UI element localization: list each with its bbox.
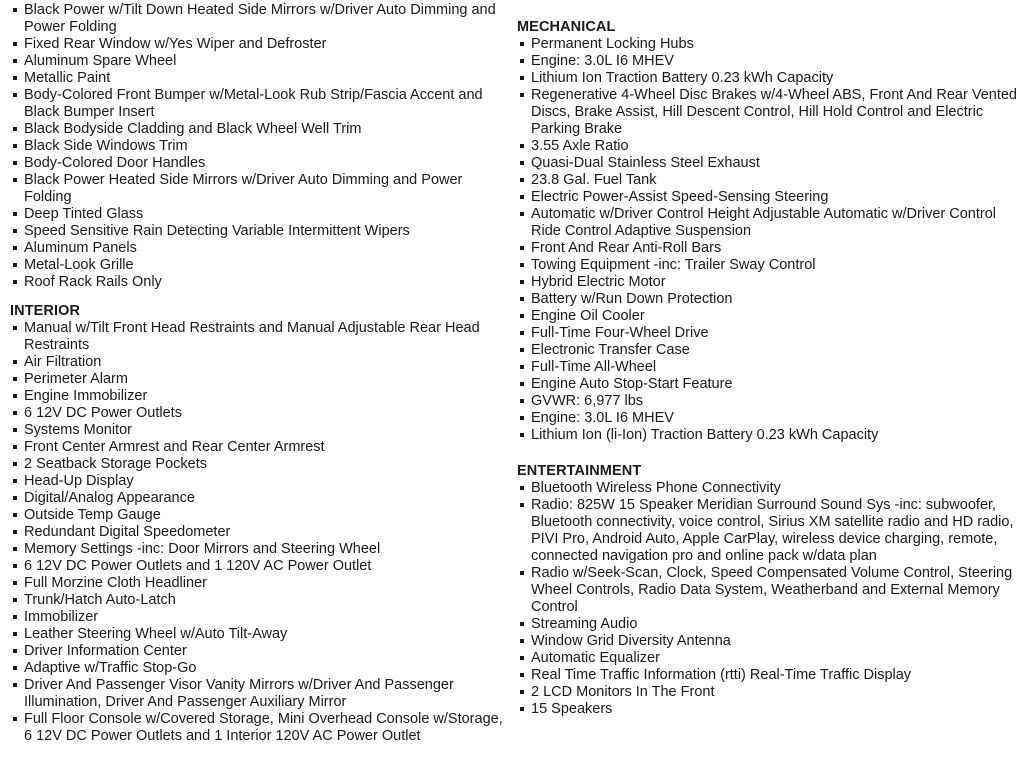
feature-item: Bluetooth Wireless Phone Connectivity (517, 480, 1017, 497)
left-column (10, 0, 505, 745)
feature-item: Permanent Locking Hubs (517, 36, 1017, 53)
feature-section (10, 0, 505, 291)
feature-item: Aluminum Spare Wheel (10, 53, 505, 70)
feature-item: Engine Immobilizer (10, 388, 505, 405)
feature-item: Radio: 825W 15 Speaker Meridian Surround Sound Sys -inc: subwoofer, Bluetooth connectivity, voice control, Sirius XM satellite radio and HD radio, PIVI Pro, Android Auto, Apple CarPlay, wireless device charging, remote, connected navigation pro and online pack w/data plan (517, 497, 1017, 565)
feature-item: Black Side Windows Trim (10, 138, 505, 155)
feature-item: Redundant Digital Speedometer (10, 524, 505, 541)
section-heading: INTERIOR (10, 303, 81, 319)
feature-item: Black Power Heated Side Mirrors w/Driver Auto Dimming and Power Folding (10, 172, 505, 206)
feature-item: Outside Temp Gauge (10, 507, 505, 524)
feature-item: Roof Rack Rails Only (10, 274, 505, 291)
feature-item: 3.55 Axle Ratio (517, 138, 1017, 155)
feature-list (517, 36, 1017, 444)
feature-item: Engine Oil Cooler (517, 308, 1017, 325)
section-heading: MECHANICAL (517, 19, 616, 35)
section-heading: ENTERTAINMENT (517, 463, 642, 479)
feature-item: Electronic Transfer Case (517, 342, 1017, 359)
feature-item: 6 12V DC Power Outlets and 1 120V AC Power Outlet (10, 558, 505, 575)
right-column (517, 19, 1017, 718)
feature-item: Leather Steering Wheel w/Auto Tilt-Away (10, 626, 505, 643)
feature-item: Perimeter Alarm (10, 371, 505, 388)
feature-item: Real Time Traffic Information (rtti) Real-Time Traffic Display (517, 667, 1017, 684)
feature-item: Lithium Ion (li-Ion) Traction Battery 0.23 kWh Capacity (517, 427, 1017, 444)
feature-item: 2 Seatback Storage Pockets (10, 456, 505, 473)
feature-item: Metallic Paint (10, 70, 505, 87)
feature-item: Speed Sensitive Rain Detecting Variable Intermittent Wipers (10, 223, 505, 240)
feature-list (517, 480, 1017, 718)
feature-item: Full Morzine Cloth Headliner (10, 575, 505, 592)
feature-item: Body-Colored Front Bumper w/Metal-Look Rub Strip/Fascia Accent and Black Bumper Insert (10, 87, 505, 121)
feature-item: Full Floor Console w/Covered Storage, Mini Overhead Console w/Storage, 6 12V DC Power Outlets and 1 Interior 120V AC Power Outlet (10, 711, 505, 745)
feature-item: Full-Time Four-Wheel Drive (517, 325, 1017, 342)
feature-item: Body-Colored Door Handles (10, 155, 505, 172)
feature-item: Front Center Armrest and Rear Center Armrest (10, 439, 505, 456)
feature-item: Black Bodyside Cladding and Black Wheel Well Trim (10, 121, 505, 138)
feature-item: Battery w/Run Down Protection (517, 291, 1017, 308)
feature-item: Deep Tinted Glass (10, 206, 505, 223)
feature-item: Engine Auto Stop-Start Feature (517, 376, 1017, 393)
feature-item: Driver And Passenger Visor Vanity Mirrors w/Driver And Passenger Illumination, Driver And Passenger Auxiliary Mirror (10, 677, 505, 711)
feature-item: Head-Up Display (10, 473, 505, 490)
feature-item: Metal-Look Grille (10, 257, 505, 274)
feature-item: Engine: 3.0L I6 MHEV (517, 53, 1017, 70)
feature-item: Manual w/Tilt Front Head Restraints and Manual Adjustable Rear Head Restraints (10, 320, 505, 354)
feature-item: Full-Time All-Wheel (517, 359, 1017, 376)
feature-item: Window Grid Diversity Antenna (517, 633, 1017, 650)
feature-item: Automatic Equalizer (517, 650, 1017, 667)
feature-item: 23.8 Gal. Fuel Tank (517, 172, 1017, 189)
feature-item: Automatic w/Driver Control Height Adjustable Automatic w/Driver Control Ride Control Adaptive Suspension (517, 206, 1017, 240)
feature-section (517, 463, 1017, 718)
feature-item: 2 LCD Monitors In The Front (517, 684, 1017, 701)
feature-item: Quasi-Dual Stainless Steel Exhaust (517, 155, 1017, 172)
feature-item: Aluminum Panels (10, 240, 505, 257)
feature-item: Towing Equipment -inc: Trailer Sway Control (517, 257, 1017, 274)
feature-item: Fixed Rear Window w/Yes Wiper and Defroster (10, 36, 505, 53)
feature-item: GVWR: 6,977 lbs (517, 393, 1017, 410)
feature-item: Electric Power-Assist Speed-Sensing Steering (517, 189, 1017, 206)
feature-item: Hybrid Electric Motor (517, 274, 1017, 291)
feature-item: Digital/Analog Appearance (10, 490, 505, 507)
feature-item: 6 12V DC Power Outlets (10, 405, 505, 422)
feature-list (10, 320, 505, 745)
feature-item: 15 Speakers (517, 701, 1017, 718)
feature-section (517, 19, 1017, 444)
feature-item: Adaptive w/Traffic Stop-Go (10, 660, 505, 677)
feature-item: Lithium Ion Traction Battery 0.23 kWh Capacity (517, 70, 1017, 87)
feature-item: Regenerative 4-Wheel Disc Brakes w/4-Wheel ABS, Front And Rear Vented Discs, Brake Assist, Hill Descent Control, Hill Hold Control and Electric Parking Brake (517, 87, 1017, 138)
feature-item: Trunk/Hatch Auto-Latch (10, 592, 505, 609)
feature-item: Front And Rear Anti-Roll Bars (517, 240, 1017, 257)
feature-section (10, 303, 505, 745)
feature-item: Memory Settings -inc: Door Mirrors and Steering Wheel (10, 541, 505, 558)
feature-list (10, 0, 505, 291)
feature-item: Streaming Audio (517, 616, 1017, 633)
feature-item: Black Power w/Tilt Down Heated Side Mirrors w/Driver Auto Dimming and Power Folding (10, 2, 505, 36)
feature-item: Radio w/Seek-Scan, Clock, Speed Compensated Volume Control, Steering Wheel Controls, Radio Data System, Weatherband and External Memory Control (517, 565, 1017, 616)
feature-item: Air Filtration (10, 354, 505, 371)
feature-item: Engine: 3.0L I6 MHEV (517, 410, 1017, 427)
feature-item: Driver Information Center (10, 643, 505, 660)
feature-item: Systems Monitor (10, 422, 505, 439)
feature-item: Immobilizer (10, 609, 505, 626)
